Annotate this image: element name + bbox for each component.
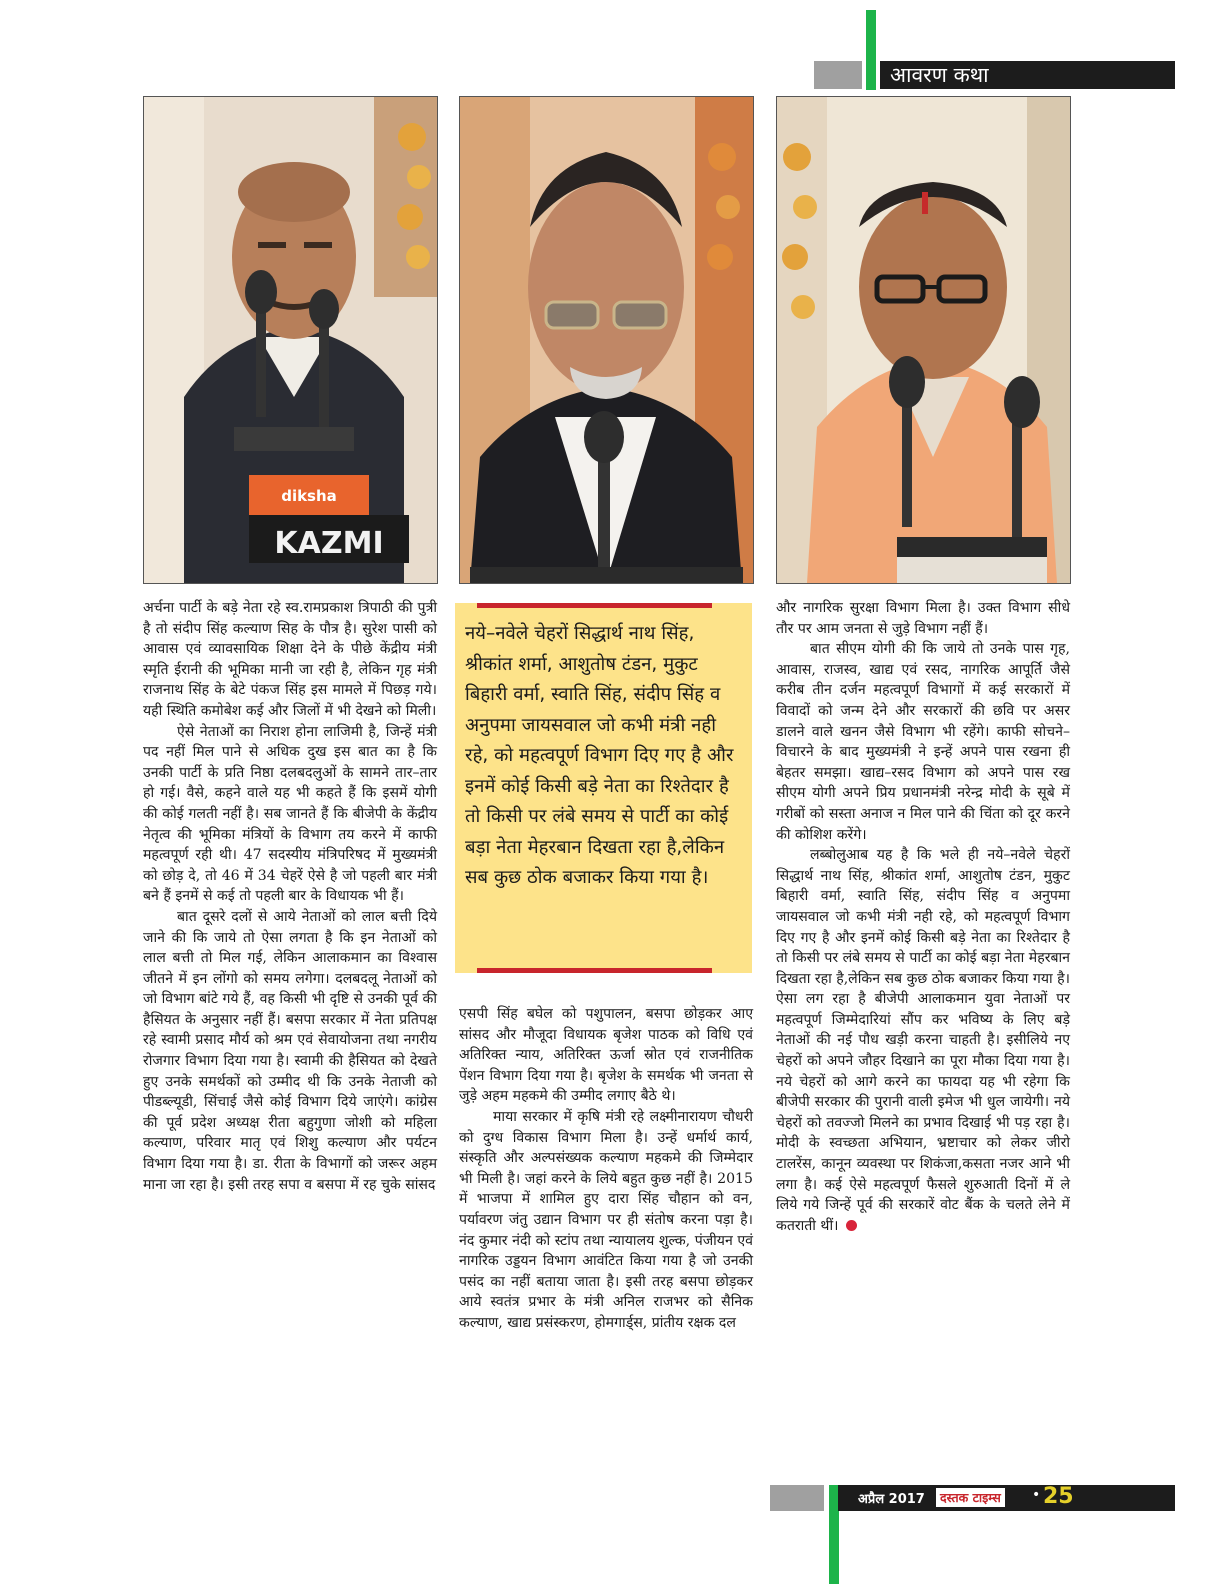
magazine-name: दस्तक टाइम्स — [936, 1488, 1005, 1507]
paragraph: और नागरिक सुरक्षा विभाग मिला है। उक्त विभाग सीधे तौर पर आम जनता से जुड़े विभाग नहीं हैं। — [776, 600, 1070, 637]
photo-minister-3 — [776, 96, 1071, 584]
paragraph — [776, 845, 1070, 1236]
paragraph: बात सीएम योगी की कि जाये तो उनके पास गृह, आवास, राजस्व, खाद्य एवं रसद, नागरिक आपूर्ति जैसे करीब तीन दर्जन महत्वपूर्ण विभागों में कई सरकारों में विवादों को जन्म देने और सरकारों की छवि पर असर डालने वाले खनन जैसे विभाग भी रहेंगे। काफी सोचने–विचारने के बाद मुख्यमंत्री ने इन्हें अपने पास रखना ही बेहतर समझा। खाद्य–रसद विभाग को अपने पास रख सीएम योगी अपने प्रिय प्रधानमंत्री नरेन्द्र मोदी के सूबे में गरीबों को सस्ता अनाज न मिल पाने की चिंता को दूर करने की कोशिश करेंगे। — [776, 641, 1070, 843]
paragraph: बात दूसरे दलों से आये नेताओं को लाल बत्ती दिये जाने की कि जाये तो ऐसा लगता है कि इन नेताओं को लाल बत्ती तो मिल गई, लेकिन आलाकमान का विश्वास जीतने में इन लोंगो को समय लगेगा। दलबदलू नेताओं को जो विभाग बांटे गये हैं, वह किसी भी दृष्टि से उनकी पूर्व की हैसियत के अनुसार नहीं हैं। बसपा सरकार में नेता प्रतिपक्ष रहे स्वामी प्रसाद मौर्य को श्रम एवं सेवायोजना तथा नगरीय रोजगार विभाग दिया गया है। स्वामी की हैसियत को देखते हुए उनके समर्थकों को उम्मीद थी कि उनके नेताजी को पीडब्ल्यूडी, सिंचाई जैसे कोई विभाग दिये जाएंगे। कांग्रेस की पूर्व प्रदेश अध्यक्ष रीता बहुगुणा जोशी को महिला कल्याण, परिवार मातृ एवं शिशु कल्याण और पर्यटन विभाग दिया गया है। डा. रीता के विभागों को जरूर अहम माना जा रहा है। इसी तरह सपा व बसपा में रह चुके सांसद — [143, 908, 437, 1193]
photo-minister-1 — [143, 96, 438, 584]
article-column-3 — [776, 598, 1070, 1236]
footer-band — [838, 1485, 1175, 1511]
paragraph: माया सरकार में कृषि मंत्री रहे लक्ष्मीनारायण चौधरी को दुग्ध विकास विभाग मिला है। उन्हें धर्मार्थ कार्य, संस्कृति और अल्पसंख्यक कल्याण महकमे की जिम्मेदार भी मिली है। जहां करने के लिये बहुत कुछ नहीं है। 2015 में भाजपा में शामिल हुए दारा सिंह चौहान को वन, पर्यावरण जंतु उद्यान विभाग पर ही संतोष करना पड़ा है। नंद कुमार नंदी को स्टांप तथा न्यायालय शुल्क, पंजीयन एवं नागरिक उड्डयन विभाग आवंटित किया गया है जो उनकी पसंद का नहीं बताया जाता है। इसी तरह बसपा छोड़कर आये स्वतंत्र प्रभार के मंत्री अनिल राजभर को सैनिक कल्याण, खाद्य प्रसंस्करण, होमगार्ड्स, प्रांतीय रक्षक दल — [459, 1108, 753, 1331]
mic-flag-top: diksha — [281, 487, 337, 505]
pull-quote-text: नये–नवेले चेहरों सिद्धार्थ नाथ सिंह, श्रीकांत शर्मा, आशुतोष टंडन, मुकुट बिहारी वर्मा, स्वाति सिंह, संदीप सिंह व अनुपमा जायसवाल जो कभी मंत्री नही रहे, को महत्वपूर्ण विभाग दिए गए है और इनमें कोई किसी बड़े नेता का रिश्तेदार है तो किसी पर लंबे समय से पार्टी का कोई बड़ा नेता मेहरबान दिखता रहा है,लेकिन सब कुछ ठोक बजाकर किया गया है। — [465, 623, 734, 888]
article-column-1 — [143, 598, 437, 1195]
section-title: आवरण कथा — [880, 61, 1175, 89]
pull-quote-top-rule — [477, 603, 712, 608]
pull-quote-bottom-rule — [477, 968, 712, 973]
paragraph: एसपी सिंह बघेल को पशुपालन, बसपा छोड़कर आए सांसद और मौजूदा विधायक बृजेश पाठक को विधि एवं अतिरिक्त न्याय, अतिरिक्त ऊर्जा स्रोत एवं राजनीतिक पेंशन विभाग दिया गया है। बृजेश के समर्थक भी जनता से जुड़े अहम महकमे की उम्मीद लगाए बैठे थे। — [459, 1006, 753, 1105]
footer-bullet: • — [1032, 1487, 1041, 1503]
pull-quote — [455, 603, 752, 973]
paragraph: ऐसे नेताओं का निराश होना लाजिमी है, जिन्हें मंत्री पद नहीं मिल पाने से अधिक दुख इस बात का है कि उनकी पार्टी के प्रति निष्ठा दलबदलुओं के सामने तार–तार हो गई। वैसे, कहने वाले यह भी कहते हैं कि इसमें योगी की कोई गलती नहीं है। सब जानते हैं कि बीजेपी के केंद्रीय नेतृत्व की भूमिका मंत्रियों के विभाग तय करने में काफी महत्वपूर्ण रही थी। 47 सदस्यीय मंत्रिपरिषद में मुख्यमंत्री को छोड़ दे, तो 46 में 34 चेहरें ऐसे है जो पहली बार मंत्री बने हैं इनमें से कई तो पहली बार के विधायक भी हैं। — [143, 723, 437, 905]
paragraph: अर्चना पार्टी के बड़े नेता रहे स्व.रामप्रकाश त्रिपाठी की पुत्री है तो संदीप सिंह कल्याण सिह के पौत्र है। सुरेश पासी को आवास एवं व्यावसायिक शिक्षा देने के पीछे केंद्रीय मंत्री स्मृति ईरानी की भूमिका मानी जा रही है, लेकिन गृह मंत्री राजनाथ सिंह के बेटे पंकज सिंह इस मामले में पिछड़ गये। यही स्थिति कमोबेश कई और जिलों में भी देखने को मिली। — [143, 600, 437, 719]
page-number: 25 — [1043, 1484, 1074, 1509]
footer-grey-block — [770, 1485, 824, 1511]
header-grey-block — [814, 61, 862, 89]
photo-minister-2 — [459, 96, 754, 584]
article-column-2 — [459, 1004, 753, 1334]
end-of-article-marker — [846, 1220, 857, 1231]
issue-date: अप्रैल 2017 — [858, 1492, 925, 1507]
header-green-bar — [866, 10, 876, 90]
paragraph-text: लब्बोलुआब यह है कि भले ही नये–नवेले चेहरों सिद्धार्थ नाथ सिंह, श्रीकांत शर्मा, आशुतोष टंडन, मुकुट बिहारी वर्मा, स्वाति सिंह, संदीप सिंह व अनुपमा जायसवाल जो कभी मंत्री नही रहे, को महत्वपूर्ण विभाग दिए गए है और इनमें कोई किसी बड़े नेता का रिश्तेदार है तो किसी पर लंबे समय से पार्टी का कोई बड़ा नेता मेहरबान दिखता रहा है,लेकिन सब कुछ ठोक बजाकर किया गया है। ऐसा लग रहा है बीजेपी आलाकमान युवा नेताओं पर महत्वपूर्ण जिम्मेदारियां सौंप कर भविष्य के लिए बड़े नेताओं की नई पौध खड़ी करना चाहती है। इसीलिये नए चेहरों को अपने जौहर दिखाने का पूरा मौका दिया गया है। नये चेहरों को आगे करने का फायदा यह भी रहेगा कि बीजेपी सरकार की पुरानी वाली इमेज भी धुल जायेगी। नये चेहरों को तवज्जो मिलने का प्रभाव दिखाई भी पड़ रहा है। मोदी के स्वच्छता अभियान, भ्रष्टाचार को लेकर जीरो टालरेंस, कानून व्यवस्था पर शिकंजा,कसता नजर आने भी लगा है। कई ऐसे महत्वपूर्ण फैसले शुरुआती दिनों में ले लिये गये जिन्हें पूर्व की सरकारें वोट बैंक के चलते लेने में कतराती थीं। — [776, 847, 1070, 1234]
mic-flag-bottom: KAZMI — [274, 526, 384, 561]
